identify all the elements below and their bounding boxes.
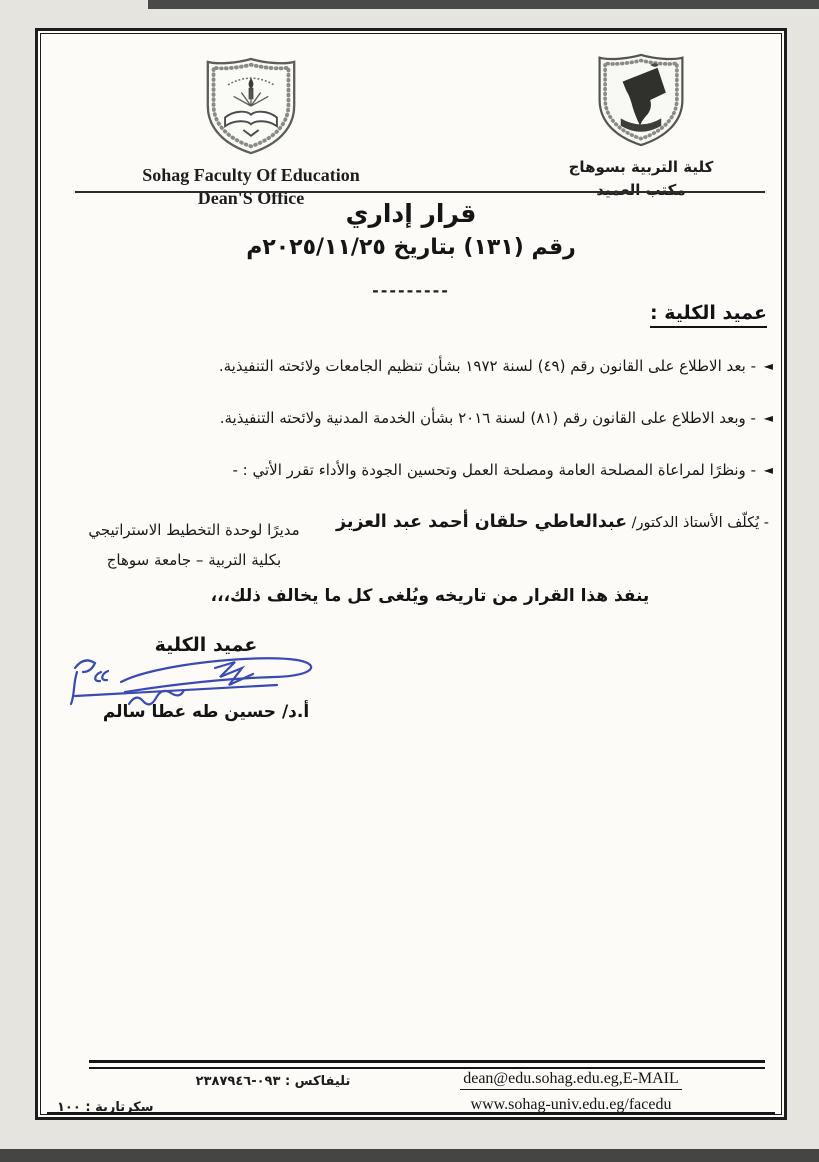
org-name-english-line2: Dean'S Office [197,187,305,208]
org-name-arabic-line2: مكتب العميد [596,181,686,200]
preamble-item [61,408,773,430]
triangle-bullet-icon: ◄ [763,359,773,373]
faculty-of-education-logo-icon [203,56,299,160]
header-left-block [96,56,406,209]
preamble-item-text: - ونظرًا لمراعاة المصلحة العامة ومصلحة العمل وتحسين الجودة والأداء تقرر الأتي : - [232,460,756,479]
footer-telefax [153,1074,393,1089]
assignment-clause [336,512,769,532]
page-border-frame [40,33,782,1115]
telefax-number: ٠٩٣-٢٣٨٧٩٤٦ [195,1074,281,1089]
assignment-prefix: - يُكلّف الأستاذ الدكتور/ [627,515,769,531]
dean-email: dean@edu.sohag.edu.eg,E-MAIL [460,1070,682,1090]
assignment-position [69,515,319,575]
footer-contact-english [416,1070,726,1114]
signatory-name: أ.د/ حسين طه عطا سالم [102,702,310,722]
org-name-english-line1: Sohag Faculty Of Education [142,165,360,185]
assignment-position-line2: بكلية التربية – جامعة سوهاج [106,551,282,569]
decree-separator: --------- [372,281,450,300]
triangle-bullet-icon: ◄ [763,462,773,477]
decree-addressee: عميد الكلية : [650,302,767,328]
secretary-number: ١٠٠ [57,1100,81,1115]
telefax-label: تليفاكس : [284,1074,351,1089]
enforcement-statement: ينفذ هذا القرار من تاريخه ويُلغى كل ما يخالف ذلك،،، [210,586,650,606]
sohag-university-logo-icon [595,50,687,154]
footer-bottom-rule [47,1112,775,1115]
org-name-arabic [496,156,786,203]
header-divider [75,191,765,193]
decree-title: قرار إداري [345,199,477,228]
header-right-block [496,50,786,203]
org-name-arabic-line1: كلية التربية بسوهاج [568,158,714,176]
footer-top-rule [89,1060,765,1069]
faculty-website: www.sohag-univ.edu.eg/facedu [470,1096,672,1113]
signature-block [81,634,331,722]
preamble-item [61,460,773,482]
appointee-name: عبدالعاطي حلقان أحمد عبد العزيز [335,512,628,532]
decree-number-date: رقم (١٣١) بتاريخ ٢٠٢٥/١١/٢٥م [246,235,576,260]
triangle-bullet-icon: ◄ [763,410,773,425]
preamble-item [61,356,773,378]
scan-artifact-bottom [0,1149,819,1162]
document-page [35,28,787,1120]
secretary-label: سكرتارية : [85,1100,154,1115]
scan-artifact-top [148,0,819,9]
preamble-item-text: - وبعد الاطلاع على القانون رقم (٨١) لسنة ٢٠١٦ بشأن الخدمة المدنية ولائحته التنفيذية. [219,408,756,427]
preamble-item-text: - بعد الاطلاع على القانون رقم (٤٩) لسنة ١٩٧٢ بشأن تنظيم الجامعات ولائحته التنفيذية. [218,357,756,375]
preamble-list [61,356,773,511]
assignment-position-line1: مديرًا لوحدة التخطيط الاستراتيجي [88,521,300,539]
signatory-title: عميد الكلية [154,634,258,656]
